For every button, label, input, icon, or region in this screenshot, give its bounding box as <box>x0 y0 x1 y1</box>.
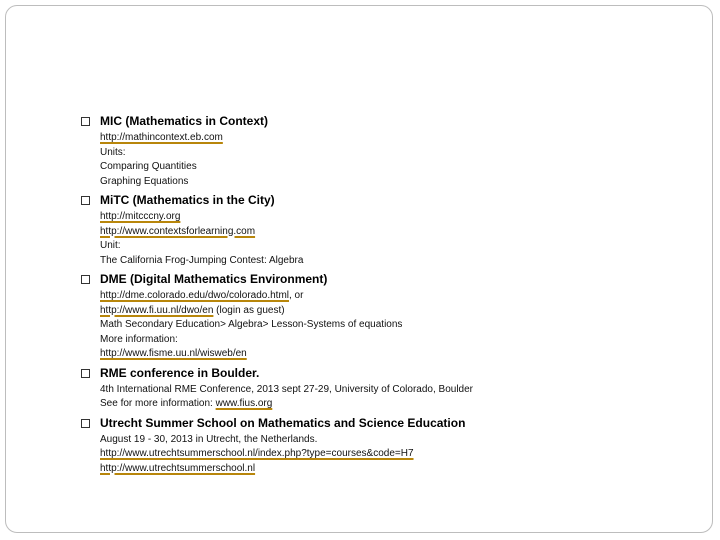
detail-line <box>100 175 641 190</box>
square-bullet-icon <box>81 196 90 205</box>
detail-text: See for more information: <box>100 398 216 409</box>
resource-link[interactable]: http://www.contextsforlearning.com <box>100 225 256 237</box>
item-title: RME conference in Boulder. <box>100 365 260 380</box>
item-title: MiTC (Mathematics in the City) <box>100 193 275 207</box>
detail-line <box>100 225 641 240</box>
detail-line <box>100 131 641 146</box>
detail-line <box>100 210 641 225</box>
list-item <box>81 114 641 189</box>
resource-link[interactable]: www.fius.org <box>215 398 273 409</box>
square-bullet-icon <box>81 369 90 378</box>
detail-text: Unit: <box>100 240 121 251</box>
detail-line <box>100 160 641 175</box>
detail-line <box>100 397 641 412</box>
list-item <box>81 416 641 477</box>
detail-text: More information: <box>100 333 178 345</box>
square-bullet-icon <box>81 419 90 428</box>
item-title: DME (Digital Mathematics Environment) <box>100 272 328 286</box>
detail-line <box>100 383 641 398</box>
resource-link[interactable]: http://mitcccny.org <box>100 211 181 222</box>
detail-line <box>100 239 641 254</box>
detail-line <box>100 347 641 362</box>
item-details <box>100 431 641 477</box>
item-title: Utrecht Summer School on Mathematics and Science Education <box>100 415 466 430</box>
detail-line <box>100 462 641 477</box>
item-details <box>100 208 641 268</box>
resource-link[interactable]: http://dme.colorado.edu/dwo/colorado.html <box>100 290 289 301</box>
resource-link[interactable]: http://www.fi.uu.nl/dwo/en <box>100 304 214 316</box>
list-item <box>81 272 641 362</box>
detail-text: The California Frog-Jumping Contest: Algebra <box>100 254 304 266</box>
detail-line <box>100 254 641 269</box>
detail-line <box>100 447 641 462</box>
item-details <box>100 129 641 189</box>
resource-link[interactable]: http://www.utrechtsummerschool.nl/index.php?type=courses&code=H7 <box>100 448 414 459</box>
detail-text: , or <box>289 290 304 301</box>
resource-list <box>81 114 641 480</box>
detail-text: Units: <box>100 146 126 158</box>
detail-text: 4th International RME Conference, 2013 sept 27-29, University of Colorado, Boulder <box>100 383 473 395</box>
detail-line <box>100 304 641 319</box>
resource-link[interactable]: http://mathincontext.eb.com <box>100 132 223 143</box>
detail-text: Graphing Equations <box>100 175 189 187</box>
square-bullet-icon <box>81 117 90 126</box>
resource-link[interactable]: http://www.utrechtsummerschool.nl <box>100 462 256 474</box>
detail-text: (login as guest) <box>213 304 285 316</box>
detail-line <box>100 289 641 304</box>
list-item <box>81 366 641 412</box>
detail-line <box>100 333 641 348</box>
list-item <box>81 193 641 268</box>
detail-line <box>100 146 641 161</box>
detail-line <box>100 318 641 333</box>
item-title: MIC (Mathematics in Context) <box>100 114 269 128</box>
item-details <box>100 287 641 362</box>
detail-text: August 19 - 30, 2013 in Utrecht, the Netherlands. <box>100 433 318 445</box>
detail-text: Math Secondary Education> Algebra> Lesson-Systems of equations <box>100 319 403 330</box>
item-details <box>100 381 641 412</box>
square-bullet-icon <box>81 275 90 284</box>
resource-link[interactable]: http://www.fisme.uu.nl/wisweb/en <box>100 348 247 359</box>
detail-text: Comparing Quantities <box>100 161 197 172</box>
detail-line <box>100 433 641 448</box>
